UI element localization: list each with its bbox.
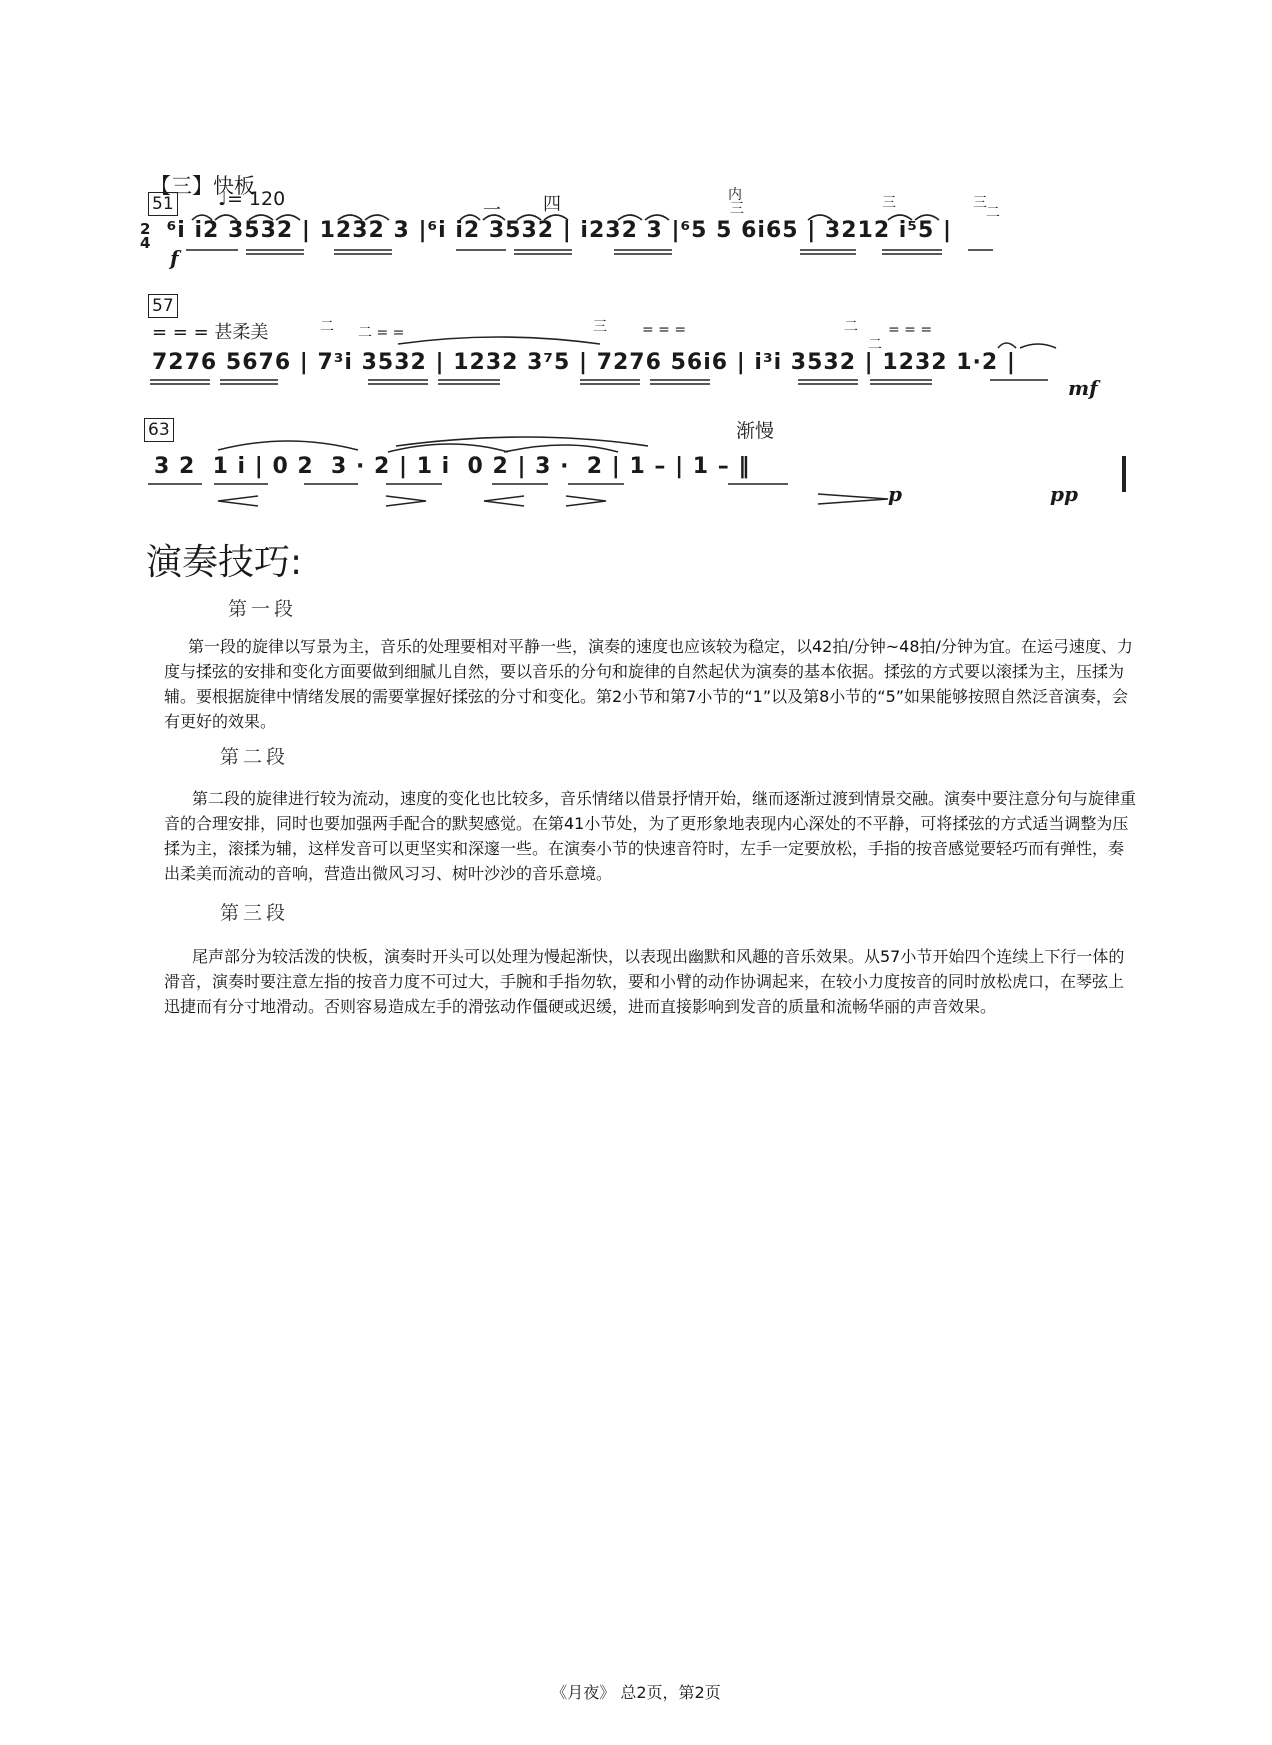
slur-lines: [148, 406, 1128, 516]
notes-line: 7276 5676 | 7³i 3532 | 1232 3⁷5 | 7276 56i6 | i³i 3532 | 1232 1·2 |: [152, 350, 1016, 375]
fingering-annotation: 二 = =: [358, 325, 405, 341]
fingering-annotation: 三: [973, 195, 987, 211]
section-heading-3: 第三段: [220, 902, 290, 924]
section-heading-2: 第二段: [220, 746, 290, 768]
fingering-annotation: 内: [728, 187, 742, 203]
dynamic-mark: f: [170, 246, 179, 270]
fingering-annotation: 二: [986, 205, 1000, 221]
fingering-annotation: 三: [882, 195, 896, 211]
fingering-annotation: 一: [483, 200, 501, 221]
page-footer: 《月夜》 总2页，第2页: [551, 1683, 721, 1702]
section-heading-1: 第一段: [228, 598, 298, 620]
measure-number: 51: [148, 192, 178, 216]
fingering-annotation: = = =: [888, 322, 933, 338]
technique-title: 演奏技巧:: [146, 542, 303, 583]
time-signature-top: 2: [140, 220, 151, 238]
dynamic-mark: p: [888, 482, 902, 506]
notes-line: ⁶i i2 3532 | 1232 3 |⁶i i2 3532 | i232 3 |⁶5 5 6i65 | 3212 i⁵5 |: [158, 218, 952, 243]
section-paragraph-3: 尾声部分为较活泼的快板，演奏时开头可以处理为慢起渐快，以表现出幽默和风趣的音乐效果。从57小节开始四个连续上下行一体的滑音，演奏时要注意左指的按音力度不可过大，手腕和手指勿软，要和小臂的动作协调起来，在较小力度按音的同时放松虎口，在琴弦上迅捷而有分寸地滑动。否则容易造成左手的滑弦动作僵硬或迟缓，进而直接影响到发音的质量和流畅华丽的声音效果。: [164, 947, 1125, 1016]
score-system-1: [140, 187, 1128, 290]
notes-line: 3 2 1 i | 0 2 3 · 2 | 1 i 0 2 | 3 · 2 | 1 – | 1 – ‖: [154, 454, 751, 479]
expression-mark: 渐慢: [736, 420, 775, 442]
fingering-annotation: = = =: [642, 322, 687, 338]
fingering-annotation: 三: [593, 319, 607, 335]
tempo-mark: ♩= 120: [218, 188, 286, 210]
fingering-annotation: 三: [730, 201, 744, 217]
score-section-heading: 【三】快板: [150, 174, 255, 198]
fingering-annotation: 四: [543, 194, 561, 215]
fingering-annotation: 二: [320, 319, 334, 335]
section-paragraph-2: 第二段的旋律进行较为流动，速度的变化也比较多，音乐情绪以借景抒情开始，继而逐渐过渡到情景交融。演奏中要注意分句与旋律重音的合理安排，同时也要加强两手配合的默契感觉。在第41小节处，为了更形象地表现内心深处的不平静，可将揉弦的方式适当调整为压揉为主，滚揉为辅，这样发音可以更坚实和深邃一些。在演奏小节的快速音符时，左手一定要放松，手指的按音感觉要轻巧而有弹性，奏出柔美而流动的音响，营造出微风习习、树叶沙沙的音乐意境。: [164, 789, 1137, 883]
time-signature-bottom: 4: [140, 234, 151, 252]
fingering-annotation: 二: [868, 337, 882, 353]
dynamic-mark: pp: [1050, 482, 1078, 506]
fingering-annotation: 二: [844, 319, 858, 335]
slur-lines: [148, 294, 1128, 404]
section-paragraph-1: 第一段的旋律以写景为主，音乐的处理要相对平静一些，演奏的速度也应该较为稳定，以42拍/分钟~48拍/分钟为宜。在运弓速度、力度与揉弦的安排和变化方面要做到细腻儿自然，要以音乐的分句和旋律的自然起伏为演奏的基本依据。揉弦的方式要以滚揉为主，压揉为辅。要根据旋律中情绪发展的需要掌握好揉弦的分寸和变化。第2小节和第7小节的“1”以及第8小节的“5”如果能够按照自然泛音演奏，会有更好的效果。: [164, 637, 1133, 731]
score-system-3: [148, 406, 1128, 506]
score-system-2: [148, 294, 1128, 400]
dynamic-mark: mf: [1068, 376, 1098, 400]
measure-number: 63: [144, 418, 174, 442]
measure-number: 57: [148, 294, 178, 318]
expression-mark: = = = 甚柔美: [152, 322, 269, 343]
slur-lines: [148, 190, 1128, 290]
